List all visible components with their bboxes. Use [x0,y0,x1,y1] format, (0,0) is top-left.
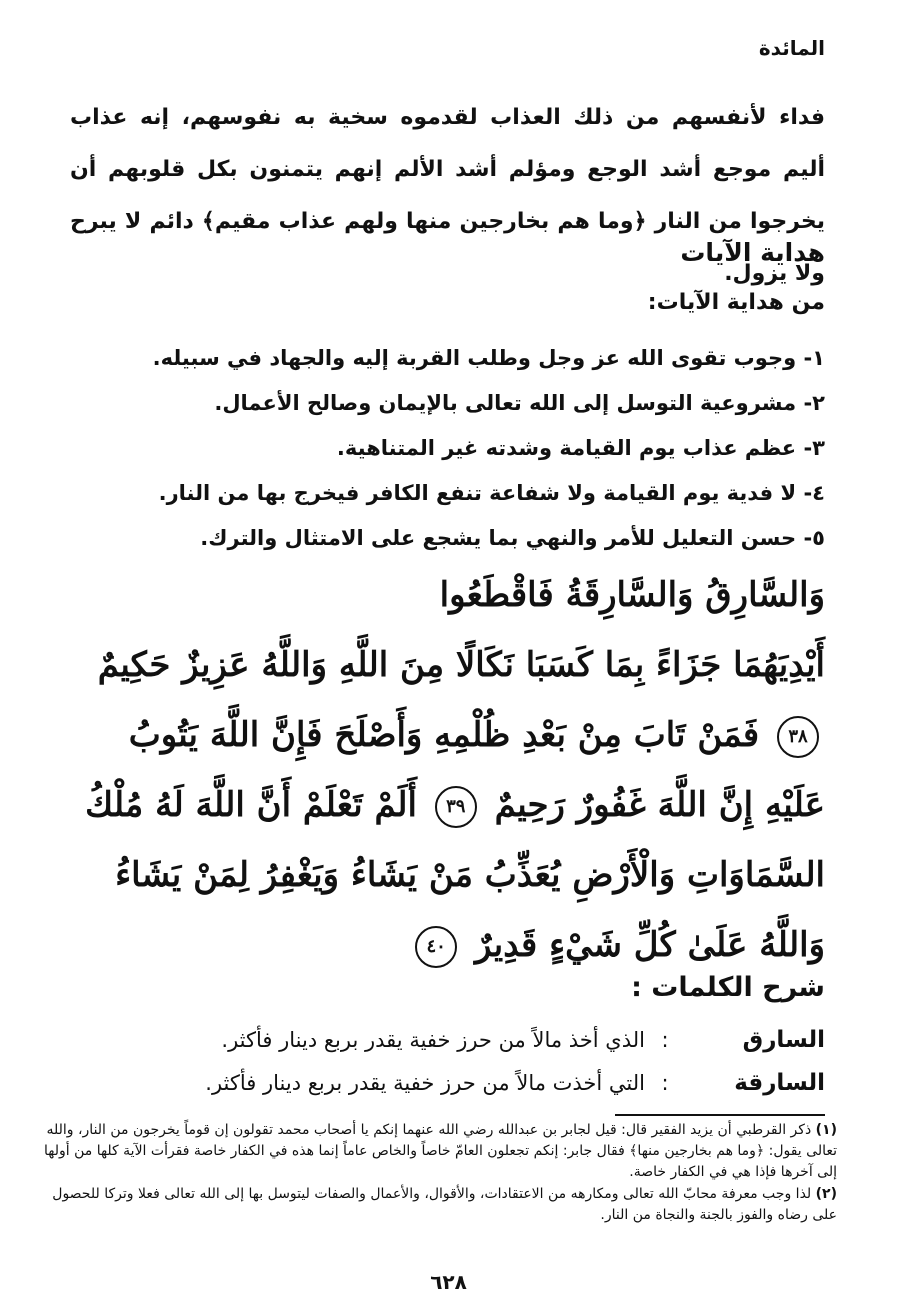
lesson-item: ٤- لا فدية يوم القيامة ولا شفاعة تنفع الكافر فيخرج بها من النار. [158,481,825,505]
ayah-number-marker: ٤٠ [415,926,457,968]
lesson-item: ٥- حسن التعليل للأمر والنهي بما يشجع على الامتثال والترك. [200,526,825,550]
section-heading: هداية الآيات [680,238,825,267]
verse-text: أَلَمْ تَعْلَمْ أَنَّ اللَّهَ لَهُ مُلْكُ [85,785,417,825]
definition-meaning: التي أخذت مالاً من حرز خفية يقدر بربع دينار فأكثر. [205,1071,645,1095]
verse-line [60,910,825,980]
footnote [40,1184,837,1226]
ayah-number-marker: ٣٩ [435,786,477,828]
tafsir-paragraph: فداء لأنفسهم من ذلك العذاب لقدموه سخية به نفوسهم، إنه عذاب أليم موجع أشد الوجع ومؤلم أشد الألم إنهم يتمنون بكل قلوبهم أن يخرجوا من النار ﴿وما هم بخارجين منها ولهم عذاب مقيم﴾ دائم لا يبرح ولا يزول. [70,105,825,286]
footnote-text: ذكر القرطبي أن يزيد الفقير قال: قيل لجابر بن عبدالله رضي الله عنهما إنكم يا أصحاب محمد تقولون إن قوماً يخرجون من النار، والله تعالى يقول: ﴿وما هم بخارجين منها﴾ فقال جابر: إنكم تجعلون العامّ خاصاً والخاص عاماً إنما هذه في الكفار خاصة فقرأت الآية كلها من أولها إلى آخرها فإذا هي في الكفار خاصة. [44,1122,837,1180]
definition-term: السارقة [734,1070,825,1096]
definition-colon: : [661,1028,669,1052]
footnote [40,1120,837,1183]
page-number: ٦٢٨ [430,1270,467,1294]
footnote-text: لذا وجب معرفة محابّ الله تعالى ومكارهه من الاعتقادات، والأقوال، والأعمال والصفات ليتوسل بها إلى الله تعالى فعلا وتركا للحصول على رضاه والفوز بالجنة والنجاة من النار. [52,1186,837,1223]
lesson-item: ٣- عظم عذاب يوم القيامة وشدته غير المتناهية. [336,436,825,460]
verse-text: السَّمَاوَاتِ وَالْأَرْضِ يُعَذِّبُ مَنْ يَشَاءُ وَيَغْفِرُ لِمَنْ يَشَاءُ [115,855,825,895]
footnote-number: (٢) [815,1186,837,1202]
definition-colon: : [661,1071,669,1095]
footnotes [40,1120,837,1227]
verse-line [60,700,825,770]
verse-text: وَالسَّارِقُ وَالسَّارِقَةُ فَاقْطَعُوا [439,575,825,615]
footnote-separator [615,1114,825,1116]
verse-text: وَاللَّهُ عَلَىٰ كُلِّ شَيْءٍ قَدِيرٌ [474,925,825,965]
verse-text: أَيْدِيَهُمَا جَزَاءً بِمَا كَسَبَا نَكَالًا مِنَ اللَّهِ وَاللَّهُ عَزِيزٌ حَكِيمٌ [97,645,825,685]
verse-line [60,560,825,630]
definition-row [70,1020,825,1060]
verse-text: عَلَيْهِ إِنَّ اللَّهَ غَفُورٌ رَحِيمٌ [494,785,825,825]
lesson-item: ٢- مشروعية التوسل إلى الله تعالى بالإيمان وصالح الأعمال. [214,391,825,415]
quran-verses [60,560,825,980]
verse-line [60,770,825,840]
surah-running-title: المائدة [758,36,825,60]
definition-meaning: الذي أخذ مالاً من حرز خفية يقدر بربع دينار فأكثر. [221,1028,645,1052]
ayah-number-marker: ٣٨ [777,716,819,758]
verse-line [60,630,825,700]
footnote-number: (١) [815,1122,837,1138]
verse-line [60,840,825,910]
words-explanation-heading: شرح الكلمات : [631,972,825,1003]
definition-row [70,1063,825,1103]
lessons-list [70,336,825,561]
verse-text: فَمَنْ تَابَ مِنْ بَعْدِ ظُلْمِهِ وَأَصْلَحَ فَإِنَّ اللَّهَ يَتُوبُ [128,715,760,755]
lessons-intro: من هداية الآيات: [647,290,825,315]
definition-term: السارق [742,1027,825,1053]
lesson-item: ١- وجوب تقوى الله عز وجل وطلب القربة إليه والجهاد في سبيله. [152,346,825,370]
